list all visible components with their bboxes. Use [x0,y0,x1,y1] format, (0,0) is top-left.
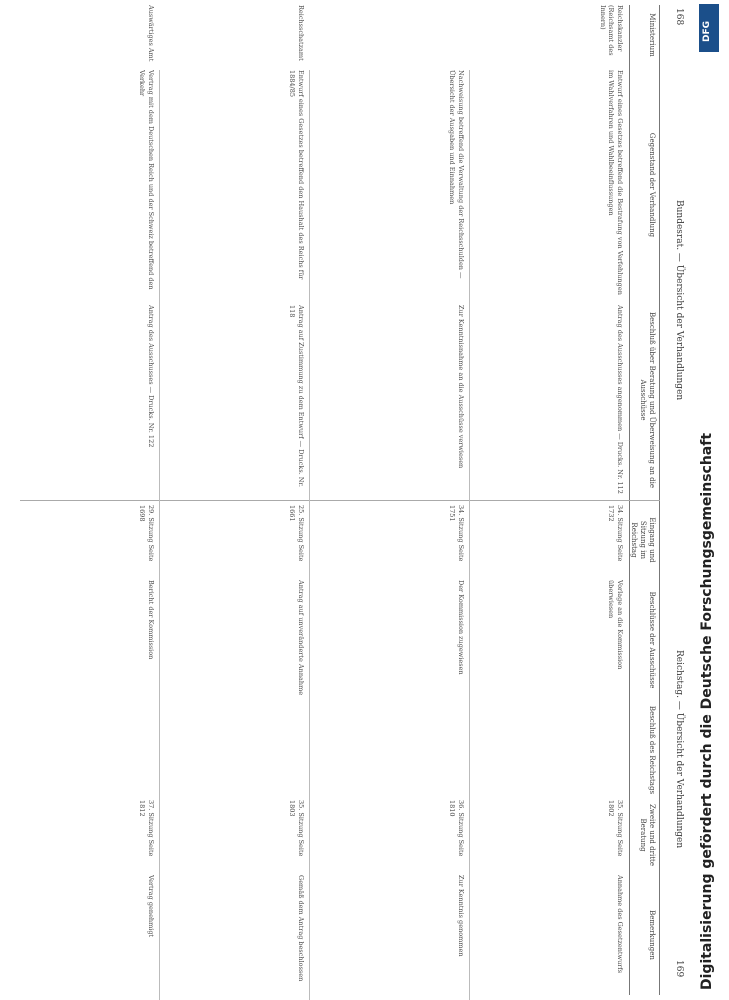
row1-decision [474,705,624,795]
col-decision-head: Beschluß des Reichstags [648,705,656,795]
row1-subject: Entwurf eines Gesetzes betreffend die Bestrafung von Verfehlungen im Wahlverfahren und Wahlbeeinflussungen [607,70,624,297]
dfg-logo: DFG [699,4,719,52]
row2-subject: Nachweisung betreffend die Verwaltung der Reichsschulden — Übersicht der Ausgaben und Einnahmen [448,70,465,281]
row1-committee: Vorlage an die Kommission überwiesen [607,580,624,672]
row4-entry: 29. Sitzung Seite 1698 [138,505,155,564]
col-council-head: Beschluß über Beratung und Überweisung an die Ausschüsse [639,311,656,489]
row2-remarks: Zur Kenntnis genommen [457,875,465,957]
row-separator [469,70,470,1000]
row2-decision [315,705,465,795]
row3-subject: Entwurf eines Gesetzes betreffend den Haushalt des Reichs für 1884/85 [288,70,305,282]
col-ministry-head: Ministerium [648,13,656,57]
row4-council: Antrag des Ausschusses — Drucks. Nr. 122 [147,305,155,448]
row3-final: 35. Sitzung Seite 1803 [288,800,305,859]
row4-subject: Vertrag mit dem Deutschen Reich und der Schweiz betreffend den Verkehr [138,70,155,292]
digitization-credit [691,0,727,1000]
row3-decision [165,705,305,795]
page-gutter [20,500,660,501]
col-final-head: Zweite und dritte Beratung [639,804,656,866]
row1-final: 35. Sitzung Seite 1802 [607,800,624,859]
row4-ministry: Auswärtiges Amt [147,5,155,62]
left-running-head: Bundesrat. — Übersicht der Verhandlungen [674,200,684,401]
col-entry-head: Eingang und Sitzung im Reichstag [630,517,656,563]
col-committee-head: Beschlüsse der Ausschüsse [648,591,656,689]
left-page-number: 168 [674,8,684,26]
row1-remarks: Annahme des Gesetzentwurfs [616,875,624,974]
col-subject-head: Gegenstand der Verhandlung [648,132,656,238]
row3-remarks: Gemäß dem Antrag beschlossen [297,875,305,982]
row-separator [309,70,310,1000]
row-separator [159,70,160,1000]
row3-committee: Antrag auf unveränderte Annahme [297,580,305,696]
row2-entry: 34. Sitzung Seite 1751 [448,505,465,564]
row2-committee: Der Kommission zugewiesen [457,580,465,675]
right-running-head: Reichstag. — Übersicht der Verhandlungen [674,650,684,849]
col-remarks-head: Bemerkungen [648,910,656,960]
row2-council: Zur Kenntnisnahme an die Ausschüsse verwiesen [457,305,465,469]
row1-council: Antrag des Ausschusses angenommen — Drucks. Nr. 112 [616,305,624,494]
row3-ministry: Reichsschatzamt [297,5,305,61]
running-header [660,0,684,1000]
row2-ministry [315,5,465,65]
row3-entry: 25. Sitzung Seite 1661 [288,505,305,564]
right-page-number: 169 [674,960,684,978]
row4-remarks: Vertrag genehmigt [147,875,155,938]
row4-decision [5,705,155,795]
row1-ministry: Reichskanzler (Reichsamt des Innern) [599,5,624,58]
row3-council: Antrag auf Zustimmung zu dem Entwurf — Drucks. Nr. 118 [288,305,305,490]
row4-final: 37. Sitzung Seite 1812 [138,800,155,859]
row4-committee: Bericht der Kommission [147,580,155,660]
row1-entry: 34. Sitzung Seite 1732 [607,505,624,564]
credit-text: Digitalisierung gefördert durch die Deutsche Forschungsgemeinschaft [699,432,715,990]
row2-final: 36. Sitzung Seite 1810 [448,800,465,859]
